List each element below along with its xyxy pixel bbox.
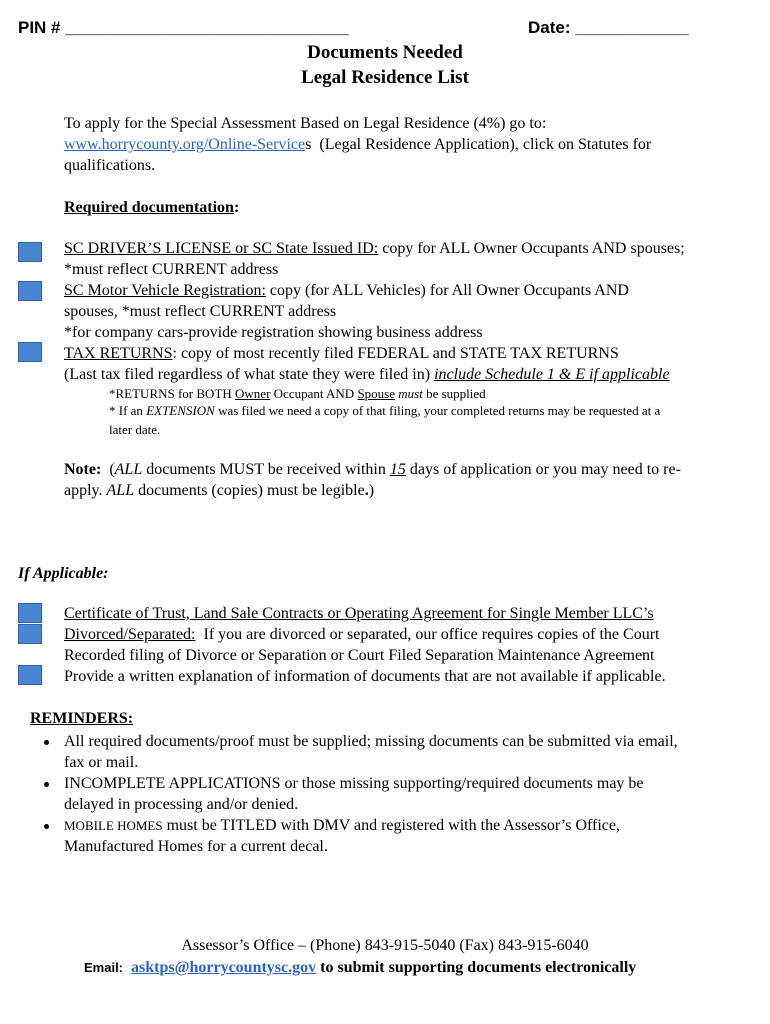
note-b: days of application or you may need to re- <box>405 461 681 478</box>
page-title: Documents Needed <box>307 42 463 63</box>
required-heading-colon: : <box>233 199 240 216</box>
intro-line-2 <box>64 136 651 154</box>
extension-a: * If an <box>109 403 147 418</box>
reminder-3-line-1 <box>64 817 620 835</box>
extension-note-2: later date. <box>109 422 161 437</box>
extension-note <box>109 403 660 419</box>
email-label: Email: <box>84 960 124 975</box>
vehicle-registration-text: copy (for ALL Vehicles) for All Owner Occupants AND <box>265 282 629 299</box>
tax-returns-line-2 <box>64 366 670 384</box>
explanation-checkbox[interactable] <box>18 665 42 685</box>
drivers-license-checkbox[interactable] <box>18 242 42 262</box>
bullet-3 <box>44 824 49 829</box>
vehicle-registration-label: SC Motor Vehicle Registration: <box>64 282 266 299</box>
trust-checkbox[interactable] <box>18 603 42 623</box>
drivers-license-label: SC DRIVER’S LICENSE or SC State Issued ID: <box>64 240 379 257</box>
vehicle-registration-note-1: spouses, *must reflect CURRENT address <box>64 303 337 320</box>
pin-field-label: PIN # ______________________________ <box>18 18 349 37</box>
note-line-1 <box>64 461 681 479</box>
email-rest: to submit supporting documents electronically <box>316 959 637 976</box>
reminder-1-line-2: fax or mail. <box>64 754 139 771</box>
reminder-3-line-2: Manufactured Homes for a current decal. <box>64 838 328 855</box>
note-d: documents (copies) must be legible <box>134 482 365 499</box>
reminder-1-line-1: All required documents/proof must be supplied; missing documents can be submitted via email, <box>64 733 678 750</box>
extension-b: was filed we need a copy of that filing, your completed returns may be requested at a <box>214 403 661 418</box>
divorced-line <box>64 626 659 644</box>
note-a: documents MUST be received within <box>142 461 390 478</box>
extension-word: EXTENSION <box>146 403 215 418</box>
divorced-line-2: Recorded filing of Divorce or Separation or Court Filed Separation Maintenance Agreement <box>64 647 655 664</box>
tax-returns-text: : copy of most recently filed FEDERAL and STATE TAX RETURNS <box>172 345 619 362</box>
returns-must: must <box>398 386 423 401</box>
note-days: 15 <box>389 461 406 478</box>
reminder-2-line-2: delayed in processing and/or denied. <box>64 796 299 813</box>
date-field-label: Date: ____________ <box>528 18 689 37</box>
returns-spouse: Spouse <box>357 386 395 401</box>
reminder-2-line-1: INCOMPLETE APPLICATIONS or those missing supporting/required documents may be <box>64 775 644 792</box>
returns-owner: Owner <box>235 386 271 401</box>
email-line <box>84 959 636 977</box>
returns-both-note <box>109 386 486 402</box>
note-label: Note: <box>64 461 102 478</box>
vehicle-registration-line <box>64 282 629 300</box>
tax-returns-line <box>64 345 619 363</box>
returns-both-c: be supplied <box>422 386 486 401</box>
email-link[interactable]: asktps@horrycountysc.gov <box>131 959 317 976</box>
note-open: ( <box>109 461 115 478</box>
note-c: apply. <box>64 482 107 499</box>
divorced-text: If you are divorced or separated, our office requires copies of the Court <box>195 626 660 643</box>
link-suffix: s <box>305 136 312 153</box>
bullet-1 <box>44 740 49 745</box>
drivers-license-line <box>64 240 685 258</box>
reminders-heading: REMINDERS: <box>30 710 134 727</box>
returns-both-b: Occupant AND <box>270 386 358 401</box>
note-dot: . <box>364 482 369 499</box>
note-all-1: ALL <box>114 461 143 478</box>
required-heading <box>64 199 239 217</box>
assessor-contact: Assessor’s Office – (Phone) 843-915-5040 (Fax) 843-915-6040 <box>181 937 589 954</box>
note-close: ) <box>368 482 375 499</box>
drivers-license-note: *must reflect CURRENT address <box>64 261 279 278</box>
note-line-2 <box>64 482 374 500</box>
tax-returns-line-2-text: (Last tax filed regardless of what state they were filed in) <box>64 366 435 383</box>
divorced-checkbox[interactable] <box>18 624 42 644</box>
returns-both-a: *RETURNS for BOTH <box>109 386 236 401</box>
vehicle-registration-note-2: *for company cars-provide registration showing business address <box>64 324 483 341</box>
drivers-license-text: copy for ALL Owner Occupants AND spouses; <box>378 240 685 257</box>
reminder-3-text: must be TITLED with DMV and registered with the Assessor’s Office, <box>162 817 621 834</box>
tax-returns-checkbox[interactable] <box>18 342 42 362</box>
intro-line-2-text: (Legal Residence Application), click on Statutes for <box>319 136 652 153</box>
if-applicable-heading: If Applicable: <box>18 565 109 582</box>
mobile-homes-text: MOBILE HOMES <box>64 818 163 833</box>
page-subtitle: Legal Residence List <box>301 67 469 88</box>
note-all-2: ALL <box>106 482 135 499</box>
required-heading-text: Required documentation <box>64 199 234 216</box>
intro-line-1: To apply for the Special Assessment Based on Legal Residence (4%) go to: <box>64 115 547 132</box>
divorced-label: Divorced/Separated: <box>64 626 196 643</box>
tax-returns-label: TAX RETURNS <box>64 345 173 362</box>
online-services-link[interactable]: www.horrycounty.org/Online-Service <box>64 136 306 153</box>
vehicle-registration-checkbox[interactable] <box>18 281 42 301</box>
bullet-2 <box>44 782 49 787</box>
intro-line-3: qualifications. <box>64 157 156 174</box>
explanation-line: Provide a written explanation of information of documents that are not available if applicable. <box>64 668 666 685</box>
schedule-note: include Schedule 1 & E if applicable <box>434 366 670 383</box>
trust-line: Certificate of Trust, Land Sale Contracts or Operating Agreement for Single Member LLC’s <box>64 605 654 622</box>
